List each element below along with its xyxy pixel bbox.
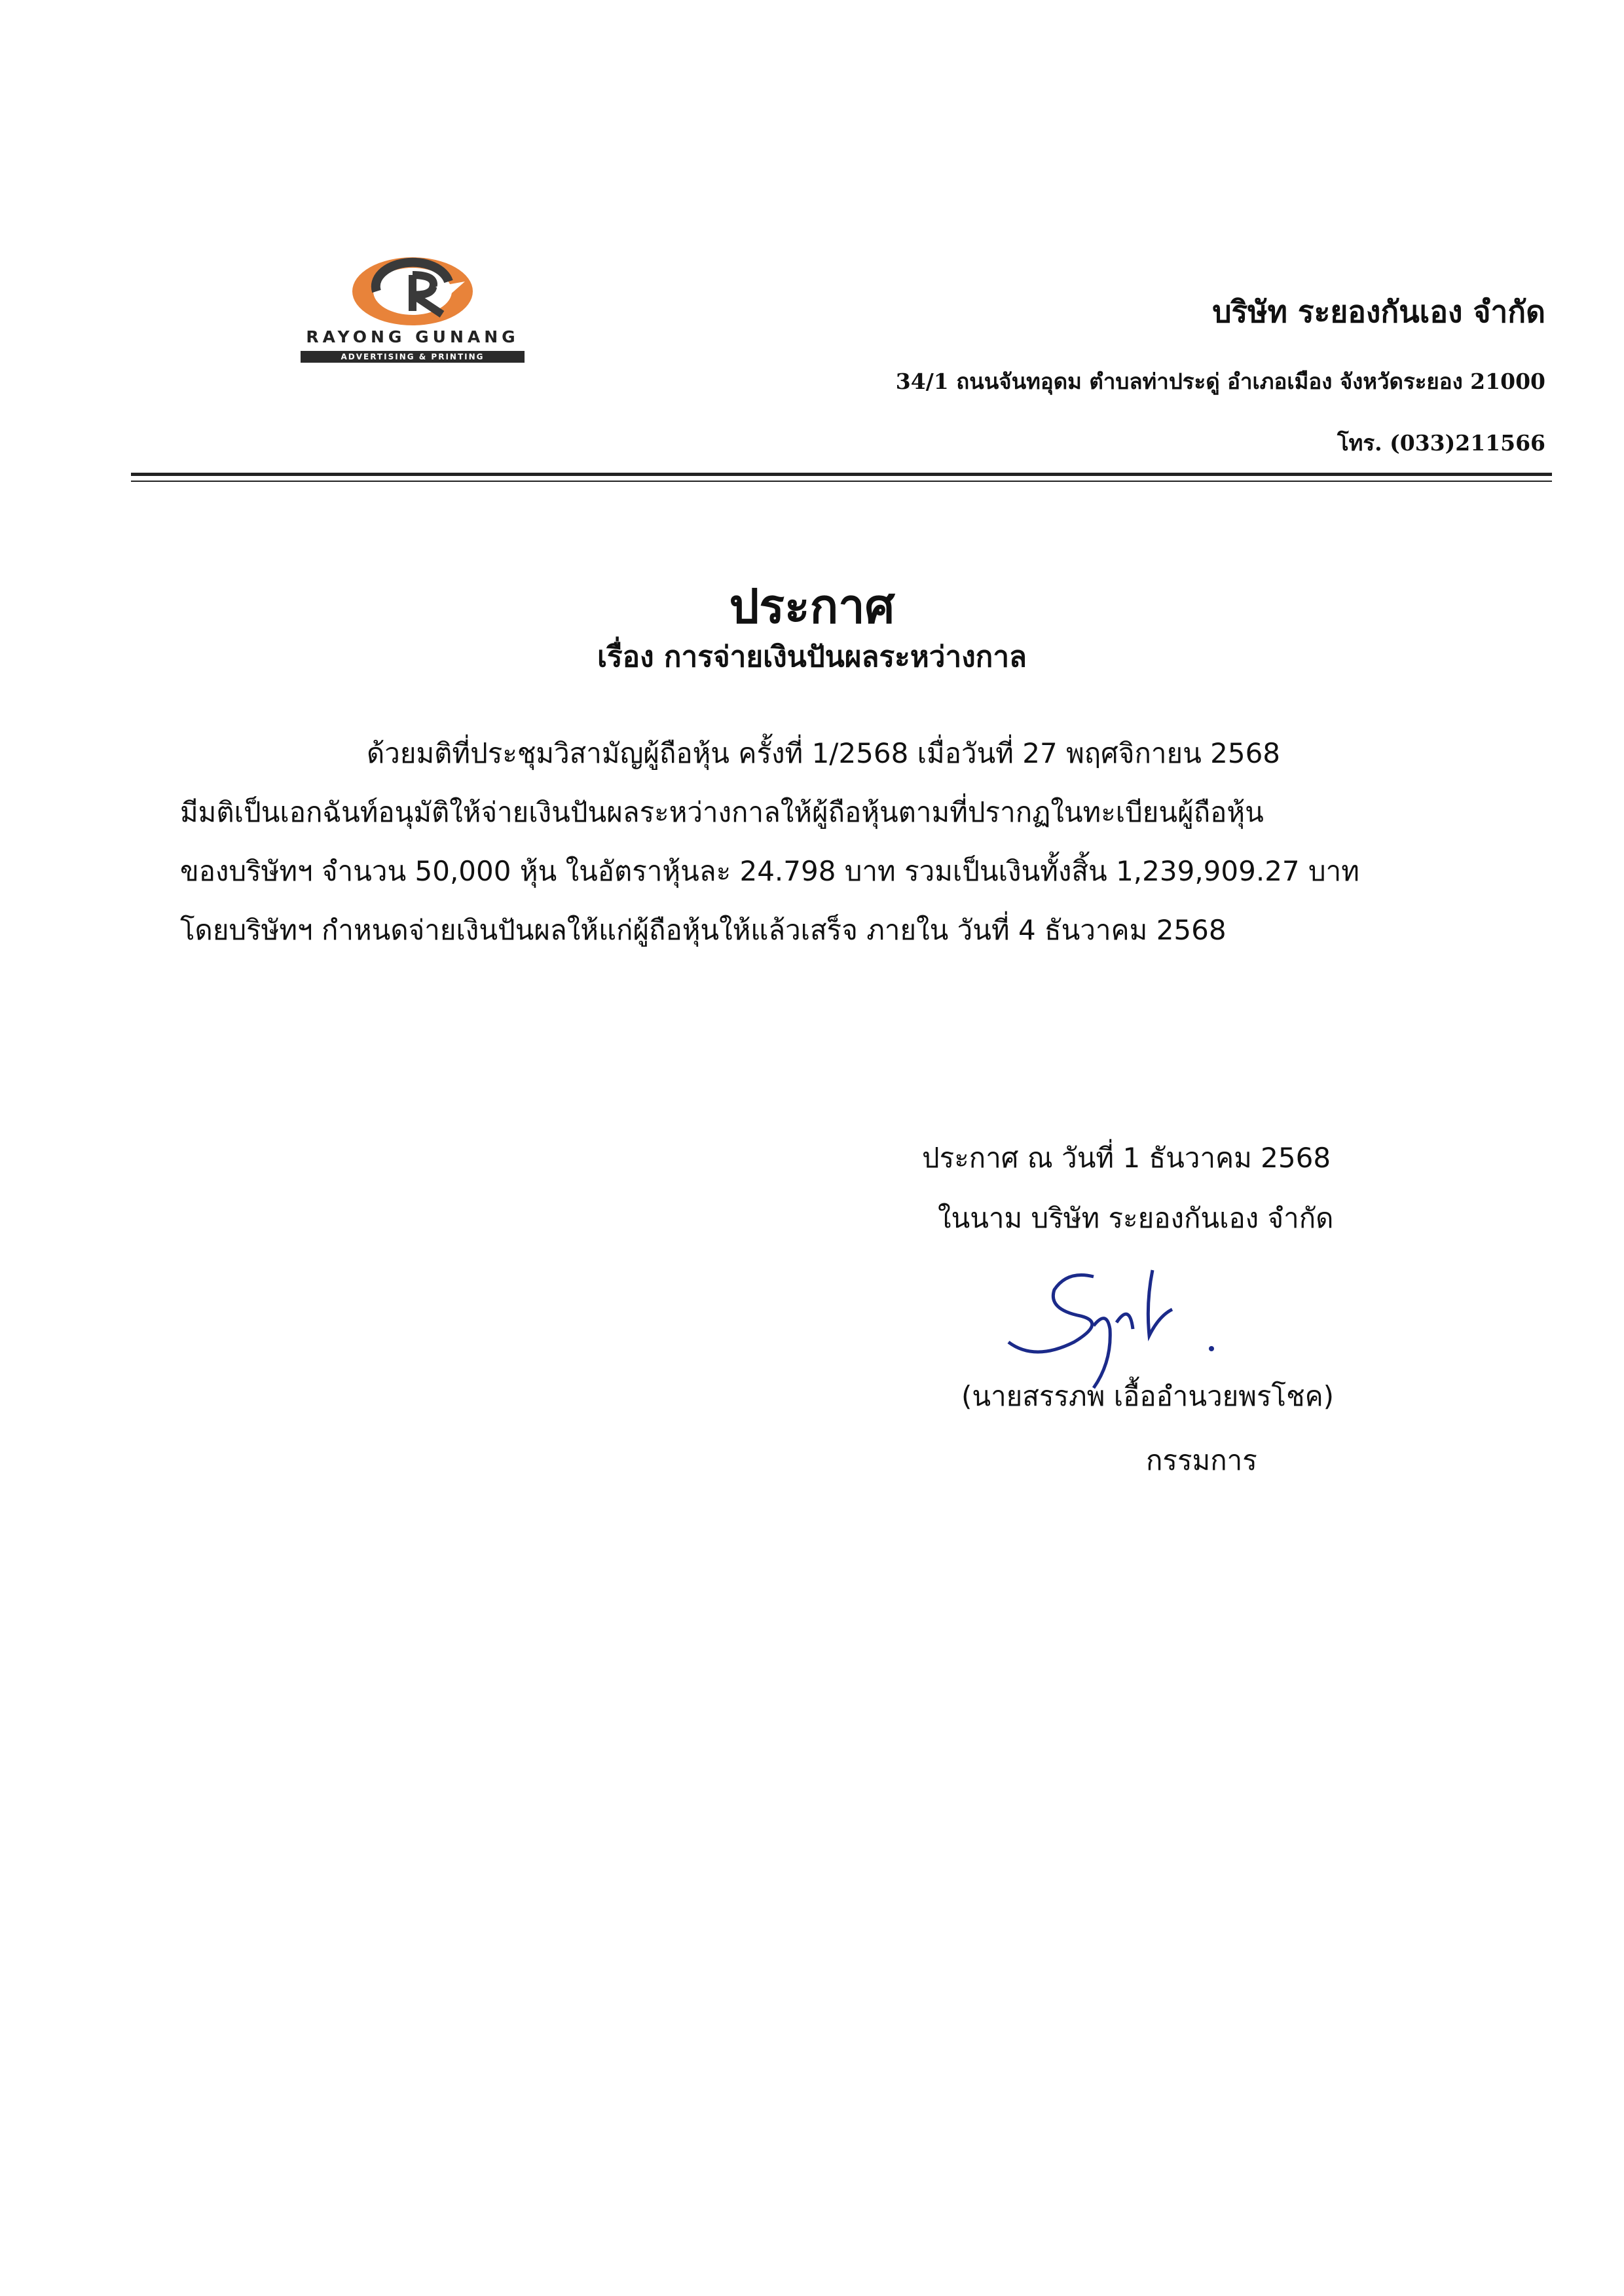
announcement-date: ประกาศ ณ วันที่ 1 ธันวาคม 2568 <box>922 1142 1331 1174</box>
company-address: 34/1 ถนนจันทอุดม ตำบลท่าประดู่ อำเภอเมือง จังหวัดระยอง 21000 <box>895 369 1545 394</box>
body-line: ด้วยมติที่ประชุมวิสามัญผู้ถือหุ้น ครั้งที่ 1/2568 เมื่อวันที่ 27 พฤศจิกายน 2568 <box>367 737 1281 769</box>
announcement-subject: เรื่อง การจ่ายเงินปันผลระหว่างกาล <box>597 640 1027 674</box>
body-line: โดยบริษัทฯ กำหนดจ่ายเงินปันผลให้แก่ผู้ถือหุ้นให้แล้วเสร็จ ภายใน วันที่ 4 ธันวาคม 2568 <box>180 914 1227 946</box>
signer-name: (นายสรรภพ เอื้ออำนวยพรโชค) <box>961 1380 1335 1412</box>
logo-subtitle: ADVERTISING & PRINTING <box>301 351 525 363</box>
logo-mark-icon <box>350 255 475 327</box>
announcement-title: ประกาศ <box>729 579 895 634</box>
header-divider-thin <box>131 481 1552 482</box>
body-line: มีมติเป็นเอกฉันท์อนุมัติให้จ่ายเงินปันผลระหว่างกาลให้ผู้ถือหุ้นตามที่ปรากฏในทะเบียนผู้ถือหุ้น <box>180 796 1264 828</box>
company-phone: โทร. (033)211566 <box>1337 430 1545 456</box>
body-line: ของบริษัทฯ จำนวน 50,000 หุ้น ในอัตราหุ้นละ 24.798 บาท รวมเป็นเงินทั้งสิ้น 1,239,909.27 บาท <box>180 855 1359 887</box>
header-divider <box>131 473 1552 476</box>
logo-name: RAYONG GUNANG <box>306 327 519 346</box>
company-logo <box>291 255 534 367</box>
signer-title: กรรมการ <box>1146 1444 1257 1476</box>
company-name: บริษัท ระยองกันเอง จำกัด <box>1212 294 1545 329</box>
on-behalf-line: ในนาม บริษัท ระยองกันเอง จำกัด <box>938 1202 1334 1234</box>
